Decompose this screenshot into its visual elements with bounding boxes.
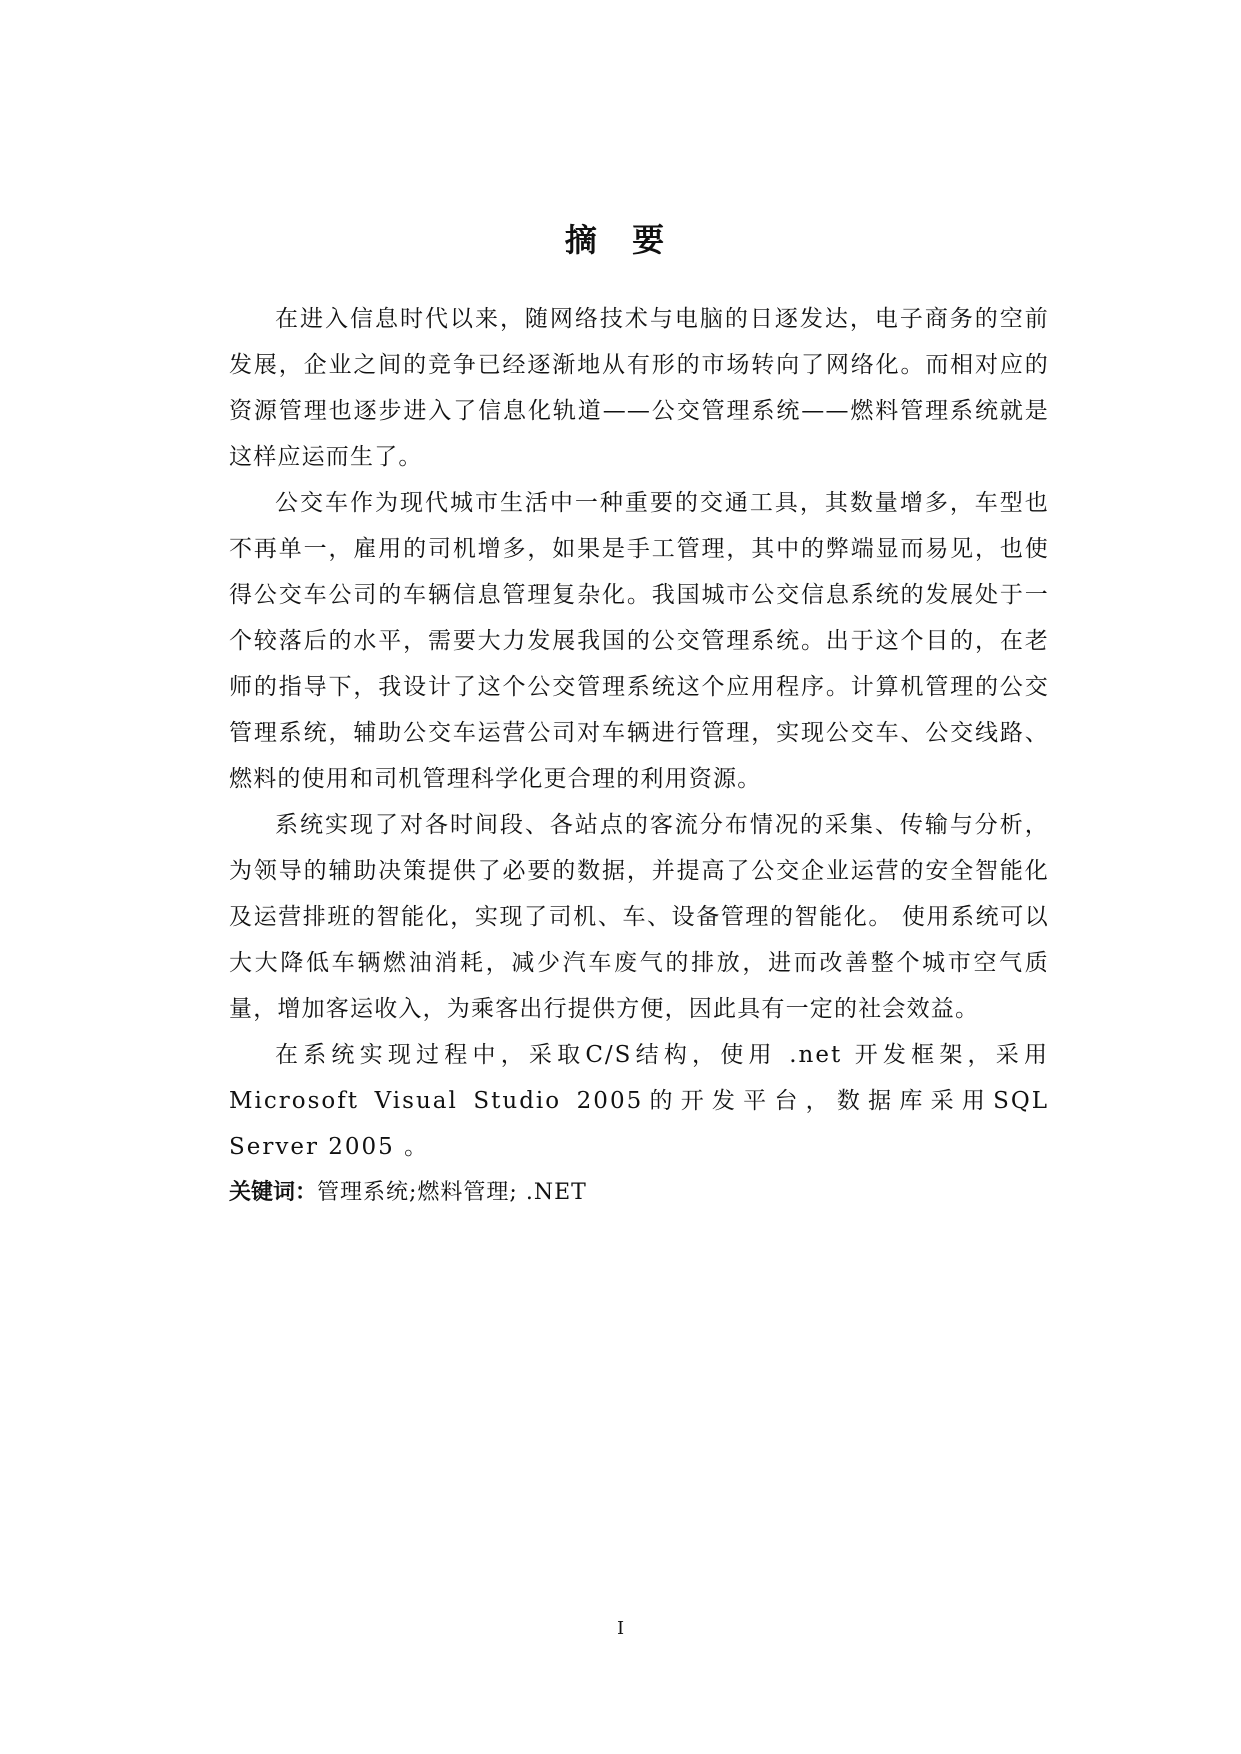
abstract-paragraph-4: 在系统实现过程中，采取C/S结构，使用 .net 开发框架，采用Microsoft Visual Studio 2005的开发平台，数据库采用SQL Server 2005 。 [229, 1042, 1049, 1160]
abstract-paragraph-2: 公交车作为现代城市生活中一种重要的交通工具，其数量增多，车型也不再单一，雇用的司机增多，如果是手工管理，其中的弊端显而易见，也使得公交车公司的车辆信息管理复杂化。我国城市公交信息系统的发展处于一个较落后的水平，需要大力发展我国的公交管理系统。出于这个目的，在老师的指导下，我设计了这个公交管理系统这个应用程序。计算机管理的公交管理系统，辅助公交车运营公司对车辆进行管理，实现公交车、公交线路、燃料的使用和司机管理科学化更合理的利用资源。 [229, 490, 1049, 792]
keywords-value: 管理系统;燃料管理; .NET [317, 1180, 587, 1205]
page-number: I [616, 1618, 625, 1639]
keywords-label: 关键词： [229, 1180, 318, 1205]
abstract-title: 摘 要 [564, 221, 677, 259]
keywords-line [229, 1170, 1049, 1216]
abstract-body [229, 296, 1049, 1216]
abstract-paragraph-1: 在进入信息时代以来，随网络技术与电脑的日逐发达，电子商务的空前发展，企业之间的竞争已经逐渐地从有形的市场转向了网络化。而相对应的资源管理也逐步进入了信息化轨道——公交管理系统——燃料管理系统就是这样应运而生了。 [229, 306, 1049, 470]
abstract-paragraph-3: 系统实现了对各时间段、各站点的客流分布情况的采集、传输与分析，为领导的辅助决策提供了必要的数据，并提高了公交企业运营的安全智能化及运营排班的智能化，实现了司机、车、设备管理的智能化。 使用系统可以大大降低车辆燃油消耗，减少汽车废气的排放，进而改善整个城市空气质量，增加客运收入，为乘客出行提供方便，因此具有一定的社会效益。 [229, 812, 1049, 1022]
